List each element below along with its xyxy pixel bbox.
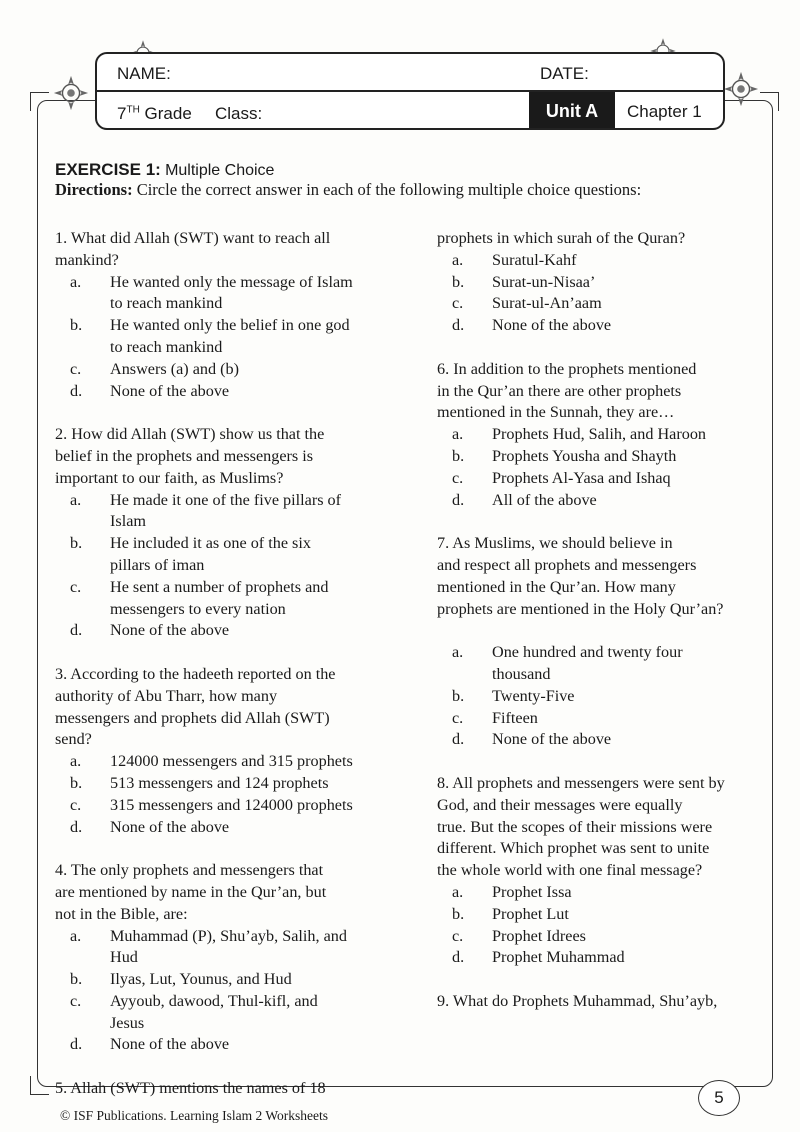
question-line: prophets in which surah of the Quran? xyxy=(437,229,686,247)
answer-option[interactable] xyxy=(55,773,385,795)
directions-label: Directions: xyxy=(55,180,133,199)
copyright-footer: © ISF Publications. Learning Islam 2 Worksheets xyxy=(60,1108,329,1123)
question-5-continued xyxy=(437,228,772,337)
header-name-row xyxy=(97,54,723,92)
corner-ornament xyxy=(760,92,779,111)
corner-ornament xyxy=(30,1076,49,1095)
option-line: He made it one of the five pillars of xyxy=(110,490,342,509)
answer-option[interactable] xyxy=(437,424,772,446)
question-2 xyxy=(55,424,385,642)
option-letter: b. xyxy=(70,316,83,335)
answer-option[interactable] xyxy=(55,381,385,403)
option-text: Prophets Al-Yasa and Ishaq xyxy=(492,468,671,487)
option-line: Muhammad (P), Shu’ayb, Salih, and xyxy=(110,926,347,945)
option-line: Hud xyxy=(110,948,138,967)
option-letter: c. xyxy=(70,795,82,814)
option-line: Ayyoub, dawood, Thul-kifl, and xyxy=(110,991,318,1010)
exercise-title xyxy=(55,160,274,180)
left-column xyxy=(55,228,385,1100)
exercise-number: EXERCISE 1: xyxy=(55,160,161,179)
option-line: He wanted only the belief in one god xyxy=(110,316,350,335)
option-text: Prophets Hud, Salih, and Haroon xyxy=(492,425,707,444)
option-letter: c. xyxy=(452,708,464,727)
answer-option[interactable] xyxy=(437,904,772,926)
option-line: thousand xyxy=(492,664,551,683)
answer-option[interactable] xyxy=(437,882,772,904)
option-text: None of the above xyxy=(492,316,612,335)
answer-option[interactable] xyxy=(437,926,772,948)
answer-option[interactable] xyxy=(437,947,772,969)
option-text: None of the above xyxy=(110,817,230,836)
question-line: not in the Bible, are: xyxy=(55,904,188,923)
option-text: Ilyas, Lut, Younus, and Hud xyxy=(110,970,292,989)
option-letter: a. xyxy=(452,250,464,269)
option-text: Suratul-Kahf xyxy=(492,250,577,269)
option-text: Prophets Yousha and Shayth xyxy=(492,446,677,465)
option-text: Prophet Lut xyxy=(492,904,569,923)
option-letter: c. xyxy=(70,359,82,378)
question-line: 3. According to the hadeeth reported on the xyxy=(55,664,336,683)
question-line: messengers and prophets did Allah (SWT) xyxy=(55,708,330,727)
option-line: He wanted only the message of Islam xyxy=(110,272,353,291)
answer-option[interactable] xyxy=(55,620,385,642)
option-letter: b. xyxy=(452,446,465,465)
option-text xyxy=(110,315,385,359)
option-letter: c. xyxy=(452,926,464,945)
option-letter: d. xyxy=(452,490,465,509)
option-letter: a. xyxy=(70,926,82,945)
option-text: None of the above xyxy=(110,1035,230,1054)
answer-option[interactable] xyxy=(55,490,385,534)
option-letter: c. xyxy=(70,577,82,596)
grade-label xyxy=(117,104,192,124)
option-text: None of the above xyxy=(110,621,230,640)
option-line: He included it as one of the six xyxy=(110,534,311,553)
question-line: and respect all prophets and messengers xyxy=(437,555,697,574)
option-letter: d. xyxy=(70,1035,83,1054)
question-line: 4. The only prophets and messengers that xyxy=(55,861,324,880)
option-letter: a. xyxy=(452,882,464,901)
answer-option[interactable] xyxy=(437,708,772,730)
question-line: in the Qur’an there are other prophets xyxy=(437,381,682,400)
option-letter: a. xyxy=(70,490,82,509)
option-text: Fifteen xyxy=(492,708,538,727)
option-line: He sent a number of prophets and xyxy=(110,577,329,596)
page-number-badge xyxy=(688,1076,748,1118)
option-text xyxy=(110,577,385,621)
option-text: Surat-ul-An’aam xyxy=(492,294,602,313)
option-letter: d. xyxy=(452,730,465,749)
option-letter: d. xyxy=(452,316,465,335)
answer-option[interactable] xyxy=(437,468,772,490)
option-line: messengers to every nation xyxy=(110,599,286,618)
question-1 xyxy=(55,228,385,402)
option-text: Twenty-Five xyxy=(492,686,575,705)
option-line: Islam xyxy=(110,512,146,531)
answer-option[interactable] xyxy=(437,272,772,294)
name-label: NAME: xyxy=(117,64,171,83)
answer-option[interactable] xyxy=(55,991,385,1035)
question-7 xyxy=(437,533,772,751)
option-line: to reach mankind xyxy=(110,294,223,313)
date-label: DATE: xyxy=(540,64,589,83)
option-letter: a. xyxy=(452,643,464,662)
right-column xyxy=(437,228,772,1013)
question-6 xyxy=(437,359,772,512)
question-line: 2. How did Allah (SWT) show us that the xyxy=(55,425,325,444)
option-text xyxy=(110,926,385,970)
question-line: 8. All prophets and messengers were sent by xyxy=(437,773,725,792)
exercise-type: Multiple Choice xyxy=(165,162,275,179)
option-letter: b. xyxy=(452,904,465,923)
option-letter: b. xyxy=(452,272,465,291)
question-4 xyxy=(55,860,385,1056)
question-8 xyxy=(437,773,772,969)
answer-option[interactable] xyxy=(55,817,385,839)
directions-text: Circle the correct answer in each of the following multiple choice questions: xyxy=(136,180,642,199)
question-line: prophets are mentioned in the Holy Qur’an? xyxy=(437,599,724,618)
option-text: Answers (a) and (b) xyxy=(110,359,240,378)
answer-option[interactable] xyxy=(437,686,772,708)
option-text: All of the above xyxy=(492,490,597,509)
question-line: authority of Abu Tharr, how many xyxy=(55,686,278,705)
question-line: 7. As Muslims, we should believe in xyxy=(437,534,673,553)
option-letter: b. xyxy=(70,534,83,553)
grade-suffix: TH xyxy=(126,104,140,116)
option-text: 513 messengers and 124 prophets xyxy=(110,773,329,792)
option-letter: d. xyxy=(70,381,83,400)
question-line: God, and their messages were equally xyxy=(437,795,683,814)
option-text: 124000 messengers and 315 prophets xyxy=(110,752,353,771)
answer-option[interactable] xyxy=(437,315,772,337)
option-letter: a. xyxy=(70,752,82,771)
option-letter: c. xyxy=(70,991,82,1010)
unit-badge: Unit A xyxy=(529,92,615,130)
option-letter: a. xyxy=(452,425,464,444)
answer-option[interactable] xyxy=(55,315,385,359)
option-text xyxy=(110,490,385,534)
question-line: mankind? xyxy=(55,250,119,269)
option-text xyxy=(110,533,385,577)
question-line: belief in the prophets and messengers is xyxy=(55,446,314,465)
option-letter: b. xyxy=(70,970,83,989)
answer-option[interactable] xyxy=(437,293,772,315)
question-line: the whole world with one final message? xyxy=(437,861,703,880)
corner-ornament xyxy=(30,92,49,111)
question-line: mentioned in the Sunnah, they are… xyxy=(437,403,675,422)
question-line: important to our faith, as Muslims? xyxy=(55,468,284,487)
question-line: are mentioned by name in the Qur’an, but xyxy=(55,882,327,901)
answer-option[interactable] xyxy=(437,729,772,751)
answer-option[interactable] xyxy=(437,250,772,272)
floral-ornament-icon xyxy=(52,74,90,112)
option-letter: b. xyxy=(452,686,465,705)
answer-option[interactable] xyxy=(55,751,385,773)
question-line: 6. In addition to the prophets mentioned xyxy=(437,359,697,378)
answer-option[interactable] xyxy=(55,969,385,991)
question-line: 1. What did Allah (SWT) want to reach all xyxy=(55,229,331,247)
option-line: pillars of iman xyxy=(110,555,205,574)
option-letter: d. xyxy=(452,948,465,967)
option-letter: c. xyxy=(452,294,464,313)
answer-option[interactable] xyxy=(55,926,385,970)
option-letter: a. xyxy=(70,272,82,291)
option-text: None of the above xyxy=(492,730,612,749)
option-letter: d. xyxy=(70,817,83,836)
option-letter: b. xyxy=(70,773,83,792)
question-9-start: 9. What do Prophets Muhammad, Shu’ayb, xyxy=(437,991,718,1010)
option-text xyxy=(110,272,385,316)
option-text: 315 messengers and 124000 prophets xyxy=(110,795,353,814)
option-text: Prophet Issa xyxy=(492,882,572,901)
floral-ornament-icon xyxy=(722,70,760,108)
answer-option[interactable] xyxy=(437,446,772,468)
option-letter: d. xyxy=(70,621,83,640)
option-text xyxy=(110,991,385,1035)
option-text xyxy=(492,642,772,686)
grade-number: 7 xyxy=(117,104,127,123)
answer-option[interactable] xyxy=(437,642,772,686)
answer-option[interactable] xyxy=(437,490,772,512)
worksheet-header xyxy=(95,52,725,130)
question-line: send? xyxy=(55,730,92,749)
option-line: to reach mankind xyxy=(110,337,223,356)
option-text: Prophet Idrees xyxy=(492,926,586,945)
page-number: 5 xyxy=(698,1080,740,1116)
chapter-label: Chapter 1 xyxy=(627,102,702,121)
answer-option[interactable] xyxy=(55,795,385,817)
option-line: One hundred and twenty four xyxy=(492,643,683,662)
answer-option[interactable] xyxy=(55,272,385,316)
answer-option[interactable] xyxy=(55,577,385,621)
option-text: None of the above xyxy=(110,381,230,400)
answer-option[interactable] xyxy=(55,533,385,577)
answer-option[interactable] xyxy=(55,1034,385,1056)
option-text: Prophet Muhammad xyxy=(492,948,625,967)
option-line: Jesus xyxy=(110,1013,145,1032)
question-5-start: 5. Allah (SWT) mentions the names of 18 xyxy=(55,1079,326,1098)
question-line: true. But the scopes of their missions were xyxy=(437,817,713,836)
answer-option[interactable] xyxy=(55,359,385,381)
option-text: Surat-un-Nisaa’ xyxy=(492,272,596,291)
grade-word: Grade xyxy=(144,104,192,123)
class-label: Class: xyxy=(215,104,263,123)
question-3 xyxy=(55,664,385,838)
directions xyxy=(55,180,641,200)
question-line: mentioned in the Qur’an. How many xyxy=(437,577,676,596)
question-line: different. Which prophet was sent to unite xyxy=(437,839,710,858)
option-letter: c. xyxy=(452,468,464,487)
